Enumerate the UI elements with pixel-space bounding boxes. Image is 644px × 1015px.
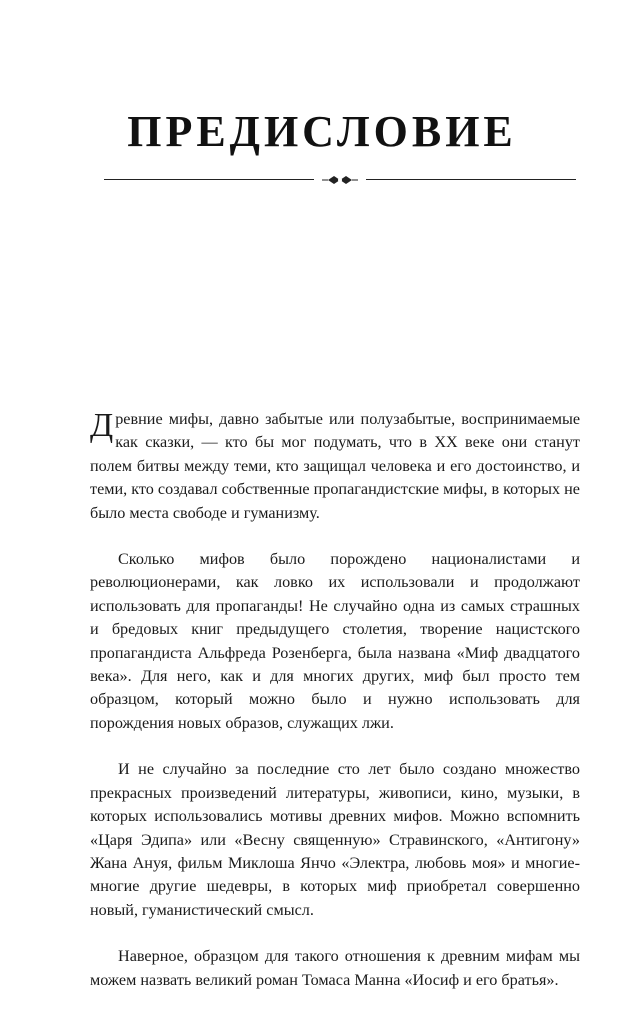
- preface-text: [90, 408, 580, 1015]
- page-title: ПРЕДИСЛОВИЕ: [127, 107, 517, 156]
- drop-cap: Д: [90, 407, 114, 444]
- paragraph-3: И не случайно за последние сто лет было создано множество прекрасных произведений литературы, живописи, кино, музыки, в которых использовались мотивы древних мифов. Можно вспомнить «Царя Эдипа» или «Весну священную» Стравинского, «Антигону» Жана Ануя, фильм Миклоша Янчо «Электра, любовь моя» и многие-многие другие шедевры, в которых миф приобретал совершенно новый, гуманистический смысл.: [90, 760, 580, 919]
- paragraph-1: [90, 408, 580, 525]
- divider-rule-left: [104, 179, 314, 180]
- paragraph-2: Сколько мифов было порождено националистами и революционерами, как ловко их использовали и продолжают использовать для пропаганды! Не случайно одна из самых страшных и бредовых книг предыдущего столетия, творение нацистского пропагандиста Альфреда Розенберга, была названа «Миф двадцатого века». Для него, как и для многих других, миф был просто тем образцом, который можно было и нужно использовать для порождения новых образов, служащих лжи.: [90, 550, 580, 732]
- divider-rule-right: [366, 179, 576, 180]
- title-divider: [104, 170, 576, 190]
- paragraph-1-text: ревние мифы, давно забытые или полузабытые, воспринимаемые как сказки, — кто бы мог подумать, что в XX веке они станут полем битвы между теми, кто защищал человека и его достоинство, и теми, кто создавал собственные пропагандистские мифы, в которых не было места свободе и гуманизму.: [90, 410, 580, 522]
- ornament-icon: [318, 171, 362, 189]
- paragraph-4: Наверное, образцом для такого отношения к древним мифам мы можем назвать великий роман Томаса Манна «Иосиф и его братья».: [90, 947, 580, 989]
